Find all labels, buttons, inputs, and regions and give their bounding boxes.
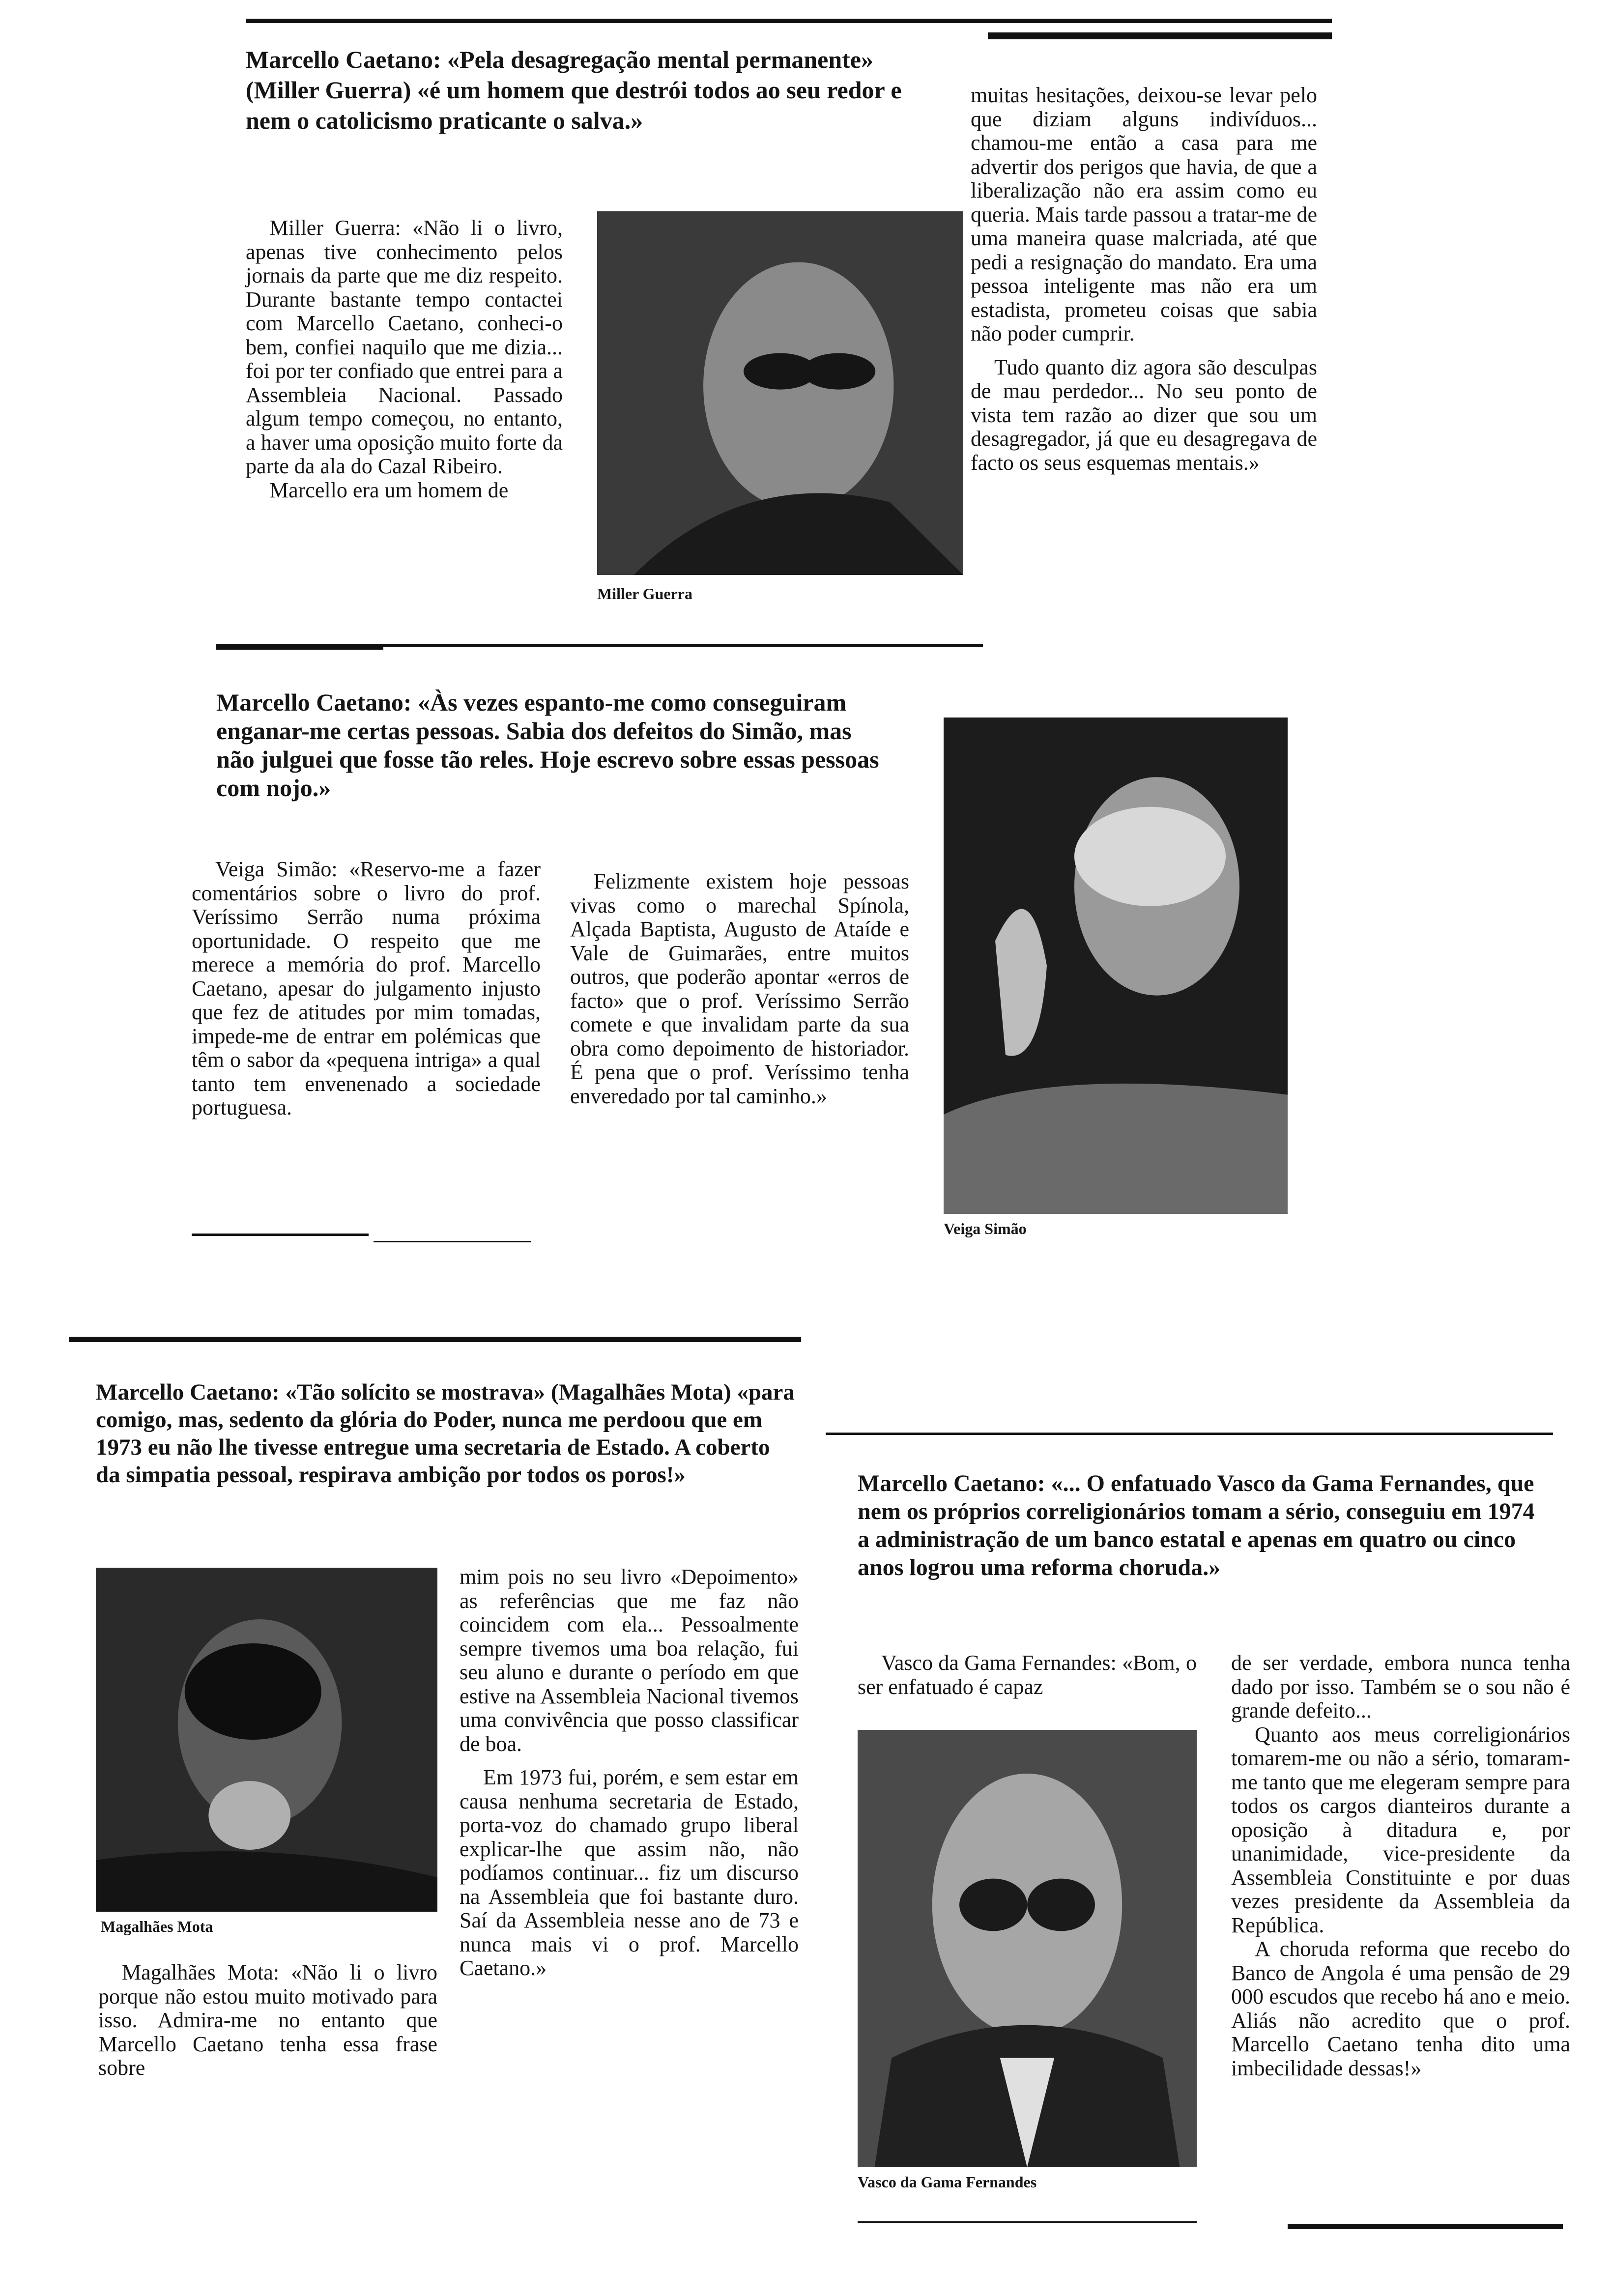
photo-vasco-da-gama bbox=[858, 1730, 1197, 2167]
paragraph: Miller Guerra: «Não li o livro, apenas tive conhecimento pelos jornais da parte que me diz respeito. Durante bastante tempo contactei com Marcello Caetano, conheci-o bem, confiei naquilo que me dizia... foi por ter confiado que entrei para a Assembleia Nacional. Passado algum tempo começou, no entanto, a haver uma oposição muito forte da parte da ala do Cazal Ribeiro. bbox=[246, 216, 563, 478]
photo-veiga-simao bbox=[944, 718, 1288, 1214]
text-miller-guerra-right bbox=[971, 84, 1317, 475]
top-rule-a1 bbox=[246, 19, 1332, 23]
caption-vasco-da-gama: Vasco da Gama Fernandes bbox=[858, 2173, 1037, 2191]
divider-a2 bbox=[192, 1234, 369, 1236]
paragraph: Marcello era um homem de bbox=[269, 478, 509, 502]
portrait-illustration bbox=[858, 1730, 1197, 2167]
caption-magalhaes-mota: Magalhães Mota bbox=[101, 1918, 213, 1935]
portrait-illustration bbox=[96, 1568, 437, 1912]
paragraph: mim pois no seu livro «Depoimento» as referências que me faz não coincidem com ela... Pessoalmente sempre tivemos uma boa relação, fui seu aluno e durante o período em que estive na Assembleia Nacional tivemos uma convivência que posso classificar de boa. bbox=[460, 1565, 799, 1756]
paragraph: A choruda reforma que recebo do Banco de Angola é uma pensão de 29 000 escudos que recebo há ano e meio. Aliás não acredito que o prof. Marcello Caetano tenha dito uma imbecilidade dessas!» bbox=[1231, 1937, 1570, 2080]
text-magalhaes-mota-left bbox=[98, 1961, 437, 2080]
caption-miller-guerra: Miller Guerra bbox=[597, 585, 692, 603]
paragraph: Quanto aos meus correligionários tomarem-me ou não a sério, tomaram-me tanto que me elegeram sempre para todos os cargos dianteiros durante a oposição à ditadura e, por unanimidade, vice-presidente da Assembleia Constituinte e por duas vezes presidente da Assembleia da República. bbox=[1231, 1722, 1570, 1937]
text-vasco-da-gama-right bbox=[1231, 1651, 1570, 2080]
portrait-illustration bbox=[944, 718, 1288, 1214]
text-veiga-simao-middle bbox=[570, 870, 909, 1108]
headline-magalhaes-mota: Marcello Caetano: «Tão solícito se mostrava» (Magalhães Mota) «para comigo, mas, sedento da glória do Poder, nunca me perdoou que em 1973 eu não lhe tivesse entregue uma secretaria de Estado. A coberto da simpatia pessoal, respirava ambição por todos os poros!» bbox=[96, 1379, 795, 1488]
divider-a1-accent bbox=[216, 644, 383, 650]
top-rule-a4 bbox=[826, 1433, 1553, 1435]
headline-veiga-simao: Marcello Caetano: «Às vezes espanto-me como conseguiram enganar-me certas pessoas. Sabia dos defeitos do Simão, mas não julguei que fosse tão reles. Hoje escrevo sobre essas pessoas com nojo.» bbox=[216, 689, 879, 802]
paragraph: Tudo quanto diz agora são desculpas de mau perdedor... No seu ponto de vista tem razão ao dizer que sou um desagregador, já que eu desagregava de facto os seus esquemas mentais.» bbox=[971, 355, 1317, 475]
bottom-rule-a4-right bbox=[1288, 2224, 1563, 2229]
paragraph: muitas hesitações, deixou-se levar pelo que diziam alguns indivíduos... chamou-me então a casa para me advertir dos perigos que havia, de que a liberalização não era assim como eu queria. Mais tarde passou a tratar-me de uma maneira quase malcriada, até que pedi a resignação do mandato. Era uma pessoa inteligente mas não era um estadista, prometeu coisas que sabia não poder cumprir. bbox=[971, 83, 1317, 345]
portrait-illustration bbox=[597, 211, 963, 575]
headline-vasco-da-gama: Marcello Caetano: «... O enfatuado Vasco da Gama Fernandes, que nem os próprios correligionários tomam a sério, conseguiu em 1974 a administração de um banco estatal e apenas em quatro ou cinco anos logrou uma reforma choruda.» bbox=[858, 1470, 1535, 1580]
divider-a2-right bbox=[374, 1241, 531, 1242]
paragraph: Vasco da Gama Fernandes: «Bom, o ser enfatuado é capaz bbox=[858, 1651, 1197, 1699]
caption-veiga-simao: Veiga Simão bbox=[944, 1220, 1027, 1237]
bottom-rule-a4 bbox=[858, 2221, 1197, 2223]
text-veiga-simao-left bbox=[192, 858, 541, 1120]
top-rule-a1-dark bbox=[988, 32, 1332, 39]
paragraph: de ser verdade, embora nunca tenha dado por isso. Também se o sou não é grande defeito... bbox=[1231, 1651, 1570, 1722]
photo-miller-guerra bbox=[597, 211, 963, 575]
text-miller-guerra-left bbox=[246, 216, 563, 502]
paragraph: Felizmente existem hoje pessoas vivas como o marechal Spínola, Alçada Baptista, Augusto de Ataíde e Vale de Guimarães, entre muitos outros, que poderão apontar «erros de facto» que o prof. Veríssimo Serrão comete e que invalidam parte da sua obra como depoimento de historiador. É pena que o prof. Veríssimo tenha enveredado por tal caminho.» bbox=[570, 869, 909, 1108]
photo-magalhaes-mota bbox=[96, 1568, 437, 1912]
paragraph: Veiga Simão: «Reservo-me a fazer comentários sobre o livro do prof. Veríssimo Serrão numa próxima oportunidade. O respeito que me merece a memória do prof. Marcello Caetano, apesar do julgamento injusto que fez de atitudes por mim tomadas, impede-me de entrar em polémicas que têm o sabor da «pequena intriga» a qual tanto tem envenenado a sociedade portuguesa. bbox=[192, 857, 541, 1119]
text-vasco-da-gama-left bbox=[858, 1651, 1197, 1699]
headline-miller-guerra: Marcello Caetano: «Pela desagregação mental permanente» (Miller Guerra) «é um homem que destrói todos ao seu redor e nem o catolicismo praticante o salva.» bbox=[246, 46, 902, 134]
paragraph: Magalhães Mota: «Não li o livro porque não estou muito motivado para isso. Admira-me no entanto que Marcello Caetano tenha essa frase sobre bbox=[98, 1960, 437, 2080]
top-rule-a3 bbox=[69, 1337, 801, 1342]
paragraph: Em 1973 fui, porém, e sem estar em causa nenhuma secretaria de Estado, porta-voz do chamado grupo liberal explicar-lhe que assim não, não podíamos continuar... fiz um discurso na Assembleia que foi bastante duro. Saí da Assembleia nesse ano de 73 e nunca mais vi o prof. Marcello Caetano.» bbox=[460, 1765, 799, 1980]
text-magalhaes-mota-right bbox=[460, 1565, 799, 1980]
